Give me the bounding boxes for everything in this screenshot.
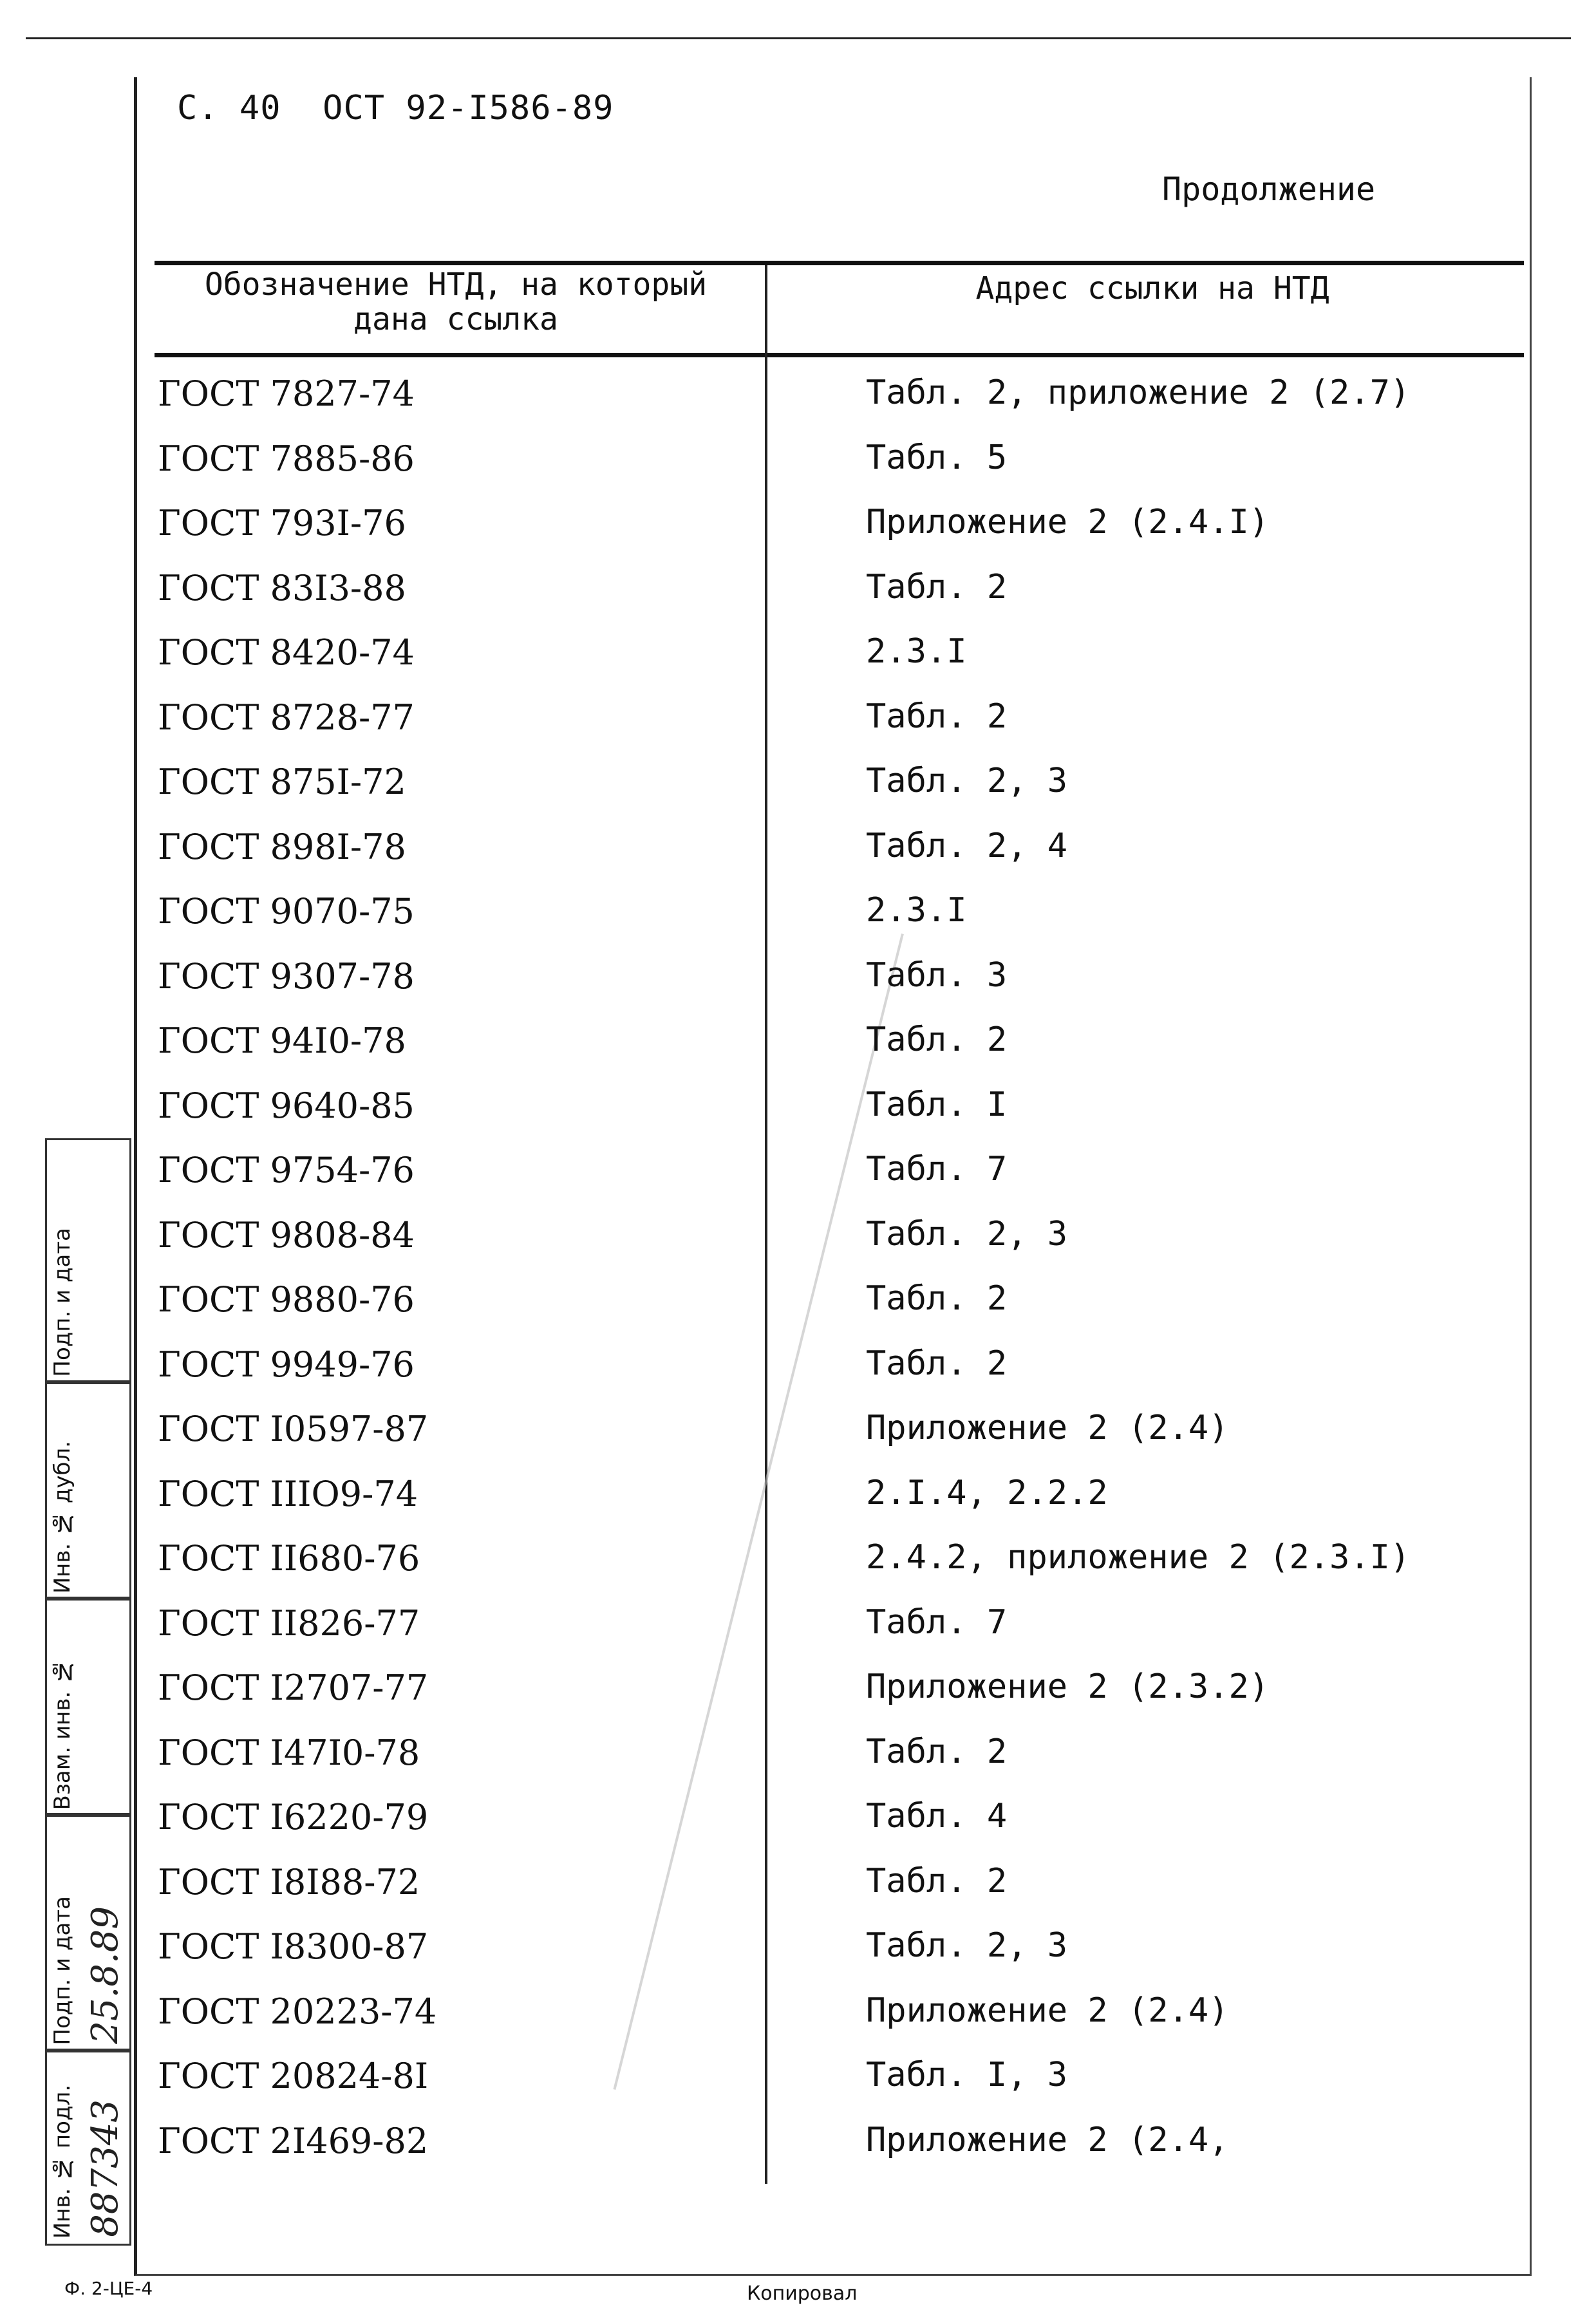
ntd-reference: Приложение 2 (2.3.2): [866, 1667, 1270, 1706]
table-row: [0, 1150, 1596, 1214]
table-row: [0, 1991, 1596, 2056]
stamp-dup-inv: [45, 1380, 131, 1601]
ntd-designation: ГОСТ II680-76: [158, 1538, 420, 1579]
stamp-label: Инв. № подл.: [50, 2084, 75, 2239]
ntd-reference: 2.I.4, 2.2.2: [866, 1473, 1108, 1512]
ntd-reference: Табл. 2, приложение 2 (2.7): [866, 373, 1411, 412]
table-row: [0, 1409, 1596, 1473]
table-header-rule: [155, 353, 1524, 357]
table-row: [0, 1215, 1596, 1279]
stamp-label: Взам. инв. №: [50, 1658, 75, 1810]
ntd-reference: Табл. 2: [866, 1020, 1008, 1059]
ntd-designation: ГОСТ 9640-85: [158, 1085, 415, 1126]
ntd-designation: ГОСТ 8728-77: [158, 697, 415, 738]
ntd-designation: ГОСТ IIIO9-74: [158, 1473, 418, 1514]
table-row: [0, 1279, 1596, 1344]
ntd-reference: Табл. 2: [866, 697, 1008, 736]
ntd-reference: Табл. I, 3: [866, 2056, 1068, 2094]
ntd-designation: ГОСТ 9808-84: [158, 1214, 415, 1255]
stamp-sign-date-1: [45, 1138, 131, 1384]
table-row: [0, 1538, 1596, 1602]
stamp-label: Подп. и дата: [50, 1896, 75, 2045]
ntd-reference: Табл. 7: [866, 1602, 1008, 1642]
ntd-reference: Табл. 2: [866, 1344, 1008, 1383]
table-row: [0, 956, 1596, 1020]
ntd-designation: ГОСТ 83I3-88: [158, 567, 406, 608]
ntd-designation: ГОСТ 8420-74: [158, 632, 415, 673]
ntd-designation: ГОСТ 94I0-78: [158, 1020, 406, 1061]
ntd-designation: ГОСТ 875I-72: [158, 762, 406, 802]
stamp-label: Подп. и дата: [50, 1228, 75, 1377]
ntd-designation: ГОСТ 7827-74: [158, 373, 415, 414]
ntd-designation: ГОСТ 793I-76: [158, 503, 406, 543]
ntd-designation: ГОСТ 7885-86: [158, 438, 415, 479]
ntd-designation: ГОСТ I47I0-78: [158, 1732, 420, 1773]
table-row: [0, 1732, 1596, 1797]
table-row: [0, 2056, 1596, 2120]
ntd-reference: Табл. 2, 3: [866, 1926, 1068, 1965]
ntd-reference: Табл. 7: [866, 1150, 1008, 1188]
ntd-reference: Приложение 2 (2.4.I): [866, 503, 1270, 541]
ntd-reference: Табл. 3: [866, 955, 1008, 995]
ntd-designation: ГОСТ 2I469-82: [158, 2120, 429, 2161]
ntd-designation: ГОСТ 20824-8I: [158, 2056, 429, 2096]
ntd-reference: Табл. 2, 3: [866, 1214, 1068, 1253]
page-ref: С. 40: [177, 89, 281, 127]
form-code: Ф. 2-ЦЕ-4: [64, 2278, 153, 2299]
ntd-reference: Табл. 2: [866, 1732, 1008, 1771]
table-row: [0, 1474, 1596, 1538]
ntd-designation: ГОСТ 9307-78: [158, 955, 415, 997]
table-row: [0, 1085, 1596, 1150]
continuation-label: Продолжение: [1162, 171, 1376, 208]
ntd-reference: 2.3.I: [866, 632, 967, 671]
ntd-reference: Табл. 2, 4: [866, 826, 1068, 865]
table-row: [0, 1926, 1596, 1991]
stamp-label: Инв. № дубл.: [50, 1440, 75, 1593]
ntd-designation: ГОСТ I0597-87: [158, 1409, 429, 1449]
copied-label: Копировал: [747, 2282, 858, 2305]
col-header-ntd: Обозначение НТД, на который дана ссылка: [204, 267, 708, 337]
ntd-designation: ГОСТ I6220-79: [158, 1797, 429, 1837]
ntd-reference: Приложение 2 (2.4): [866, 1991, 1229, 2030]
ntd-designation: ГОСТ 20223-74: [158, 1991, 437, 2032]
stamp-replace-inv: [45, 1597, 131, 1817]
table-row: [0, 373, 1596, 438]
ntd-reference: Табл. I: [866, 1085, 1008, 1124]
page-header: [177, 89, 614, 127]
table-row: [0, 1797, 1596, 1861]
ntd-designation: ГОСТ 9754-76: [158, 1150, 415, 1190]
table-row: [0, 1020, 1596, 1085]
ntd-reference: Табл. 2: [866, 567, 1008, 606]
ntd-reference: Табл. 2, 3: [866, 762, 1068, 800]
ntd-designation: ГОСТ 898I-78: [158, 826, 406, 867]
handwritten-date: 25.8.89: [84, 1906, 126, 2044]
table-row: [0, 1344, 1596, 1409]
stamp-sign-date-2: [45, 1813, 131, 2052]
ntd-reference: Приложение 2 (2.4): [866, 1409, 1229, 1447]
table-row: [0, 1603, 1596, 1667]
table-row: [0, 891, 1596, 955]
table-row: [0, 762, 1596, 826]
ntd-reference: Табл. 2: [866, 1861, 1008, 1901]
ntd-reference: Табл. 2: [866, 1279, 1008, 1318]
ntd-designation: ГОСТ I8300-87: [158, 1926, 429, 1967]
doc-code: ОСТ 92-I586-89: [323, 89, 614, 127]
table-row: [0, 632, 1596, 697]
ntd-designation: ГОСТ I2707-77: [158, 1667, 429, 1708]
ntd-designation: ГОСТ 9949-76: [158, 1344, 415, 1385]
ntd-designation: ГОСТ II826-77: [158, 1602, 420, 1644]
table-row: [0, 438, 1596, 503]
ntd-reference: Табл. 5: [866, 438, 1008, 477]
ntd-designation: ГОСТ 9070-75: [158, 891, 415, 932]
ntd-designation: ГОСТ 9880-76: [158, 1279, 415, 1320]
ntd-designation: ГОСТ I8I88-72: [158, 1861, 420, 1902]
table-row: [0, 1667, 1596, 1732]
ntd-reference: Приложение 2 (2.4,: [866, 2120, 1229, 2159]
ntd-reference: 2.3.I: [866, 891, 967, 930]
table-top-rule: [155, 261, 1524, 265]
table-row: [0, 568, 1596, 632]
handwritten-inv-number: 887343: [84, 2099, 126, 2237]
stamp-orig-inv: [45, 2049, 131, 2246]
table-row: [0, 1862, 1596, 1926]
table-row: [0, 2121, 1596, 2185]
col-header-ref: Адрес ссылки на НТД: [975, 270, 1329, 306]
ntd-reference: Табл. 4: [866, 1797, 1008, 1835]
ntd-reference: 2.4.2, приложение 2 (2.3.I): [866, 1538, 1411, 1577]
table-row: [0, 697, 1596, 762]
table-row: [0, 827, 1596, 891]
table-row: [0, 503, 1596, 567]
top-rule: [26, 37, 1571, 39]
